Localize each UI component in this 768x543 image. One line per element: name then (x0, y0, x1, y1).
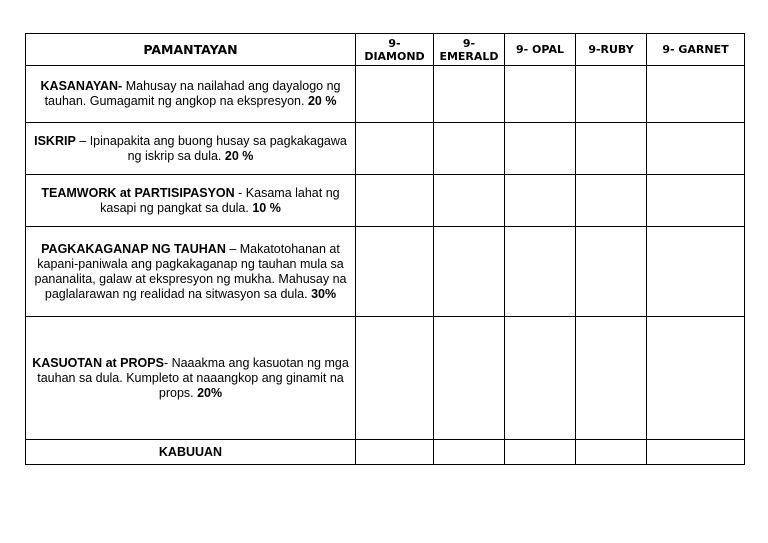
total-row (26, 440, 745, 465)
score-cell (576, 175, 647, 227)
criterion-description: – Ipinapakita ang buong husay sa pagkakagawa ng iskrip sa dula. (75, 133, 347, 163)
score-cell (647, 123, 745, 175)
score-cell (647, 440, 745, 465)
section-header-diamond: 9- DIAMOND (356, 34, 434, 66)
score-cell (576, 123, 647, 175)
criterion-cell (26, 227, 356, 317)
criterion-weight: 10 % (252, 200, 281, 215)
section-header-ruby: 9-RUBY (576, 34, 647, 66)
table-row (26, 227, 745, 317)
score-cell (505, 123, 576, 175)
rubric-table (25, 33, 745, 465)
score-cell (434, 317, 505, 440)
table-row (26, 317, 745, 440)
score-cell (647, 227, 745, 317)
score-cell (647, 175, 745, 227)
score-cell (505, 440, 576, 465)
score-cell (576, 440, 647, 465)
table-row (26, 66, 745, 123)
table-row (26, 123, 745, 175)
score-cell (505, 317, 576, 440)
criterion-cell (26, 66, 356, 123)
score-cell (434, 66, 505, 123)
score-cell (505, 66, 576, 123)
score-cell (647, 66, 745, 123)
score-cell (505, 227, 576, 317)
criterion-weight: 20% (197, 385, 223, 400)
criterion-description: – Makatotohanan at kapani-paniwala ang pagkakaganap ng tauhan mula sa pananalita, galaw at ekspresyon ng mukha. Mahusay na paglalarawan ng realidad na sitwasyon sa dula. (34, 241, 347, 301)
score-cell (434, 175, 505, 227)
score-cell (434, 227, 505, 317)
criterion-weight: 20 % (307, 94, 337, 108)
criterion-cell (26, 123, 356, 175)
criterion-title: TEAMWORK at PARTISIPASYON (41, 185, 235, 200)
score-cell (647, 317, 745, 440)
section-header-emerald: 9- EMERALD (434, 34, 505, 66)
criterion-cell (26, 175, 356, 227)
score-cell (576, 227, 647, 317)
score-cell (576, 317, 647, 440)
section-header-opal: 9- OPAL (505, 34, 576, 66)
score-cell (356, 440, 434, 465)
criterion-description: - Naaakma ang kasuotan ng mga tauhan sa dula. Kumpleto at naaangkop ang ginamit na props. (37, 355, 349, 400)
score-cell (356, 317, 434, 440)
score-cell (576, 66, 647, 123)
criterion-weight: 20 % (224, 148, 254, 163)
score-cell (505, 175, 576, 227)
criterion-description: Mahusay na nailahad ang dayalogo ng tauhan. Gumagamit ng angkop na ekspresyon. (44, 79, 341, 108)
total-label: KABUUAN (26, 440, 356, 465)
criterion-cell (26, 317, 356, 440)
criteria-header: PAMANTAYAN (26, 34, 356, 66)
section-header-garnet: 9- GARNET (647, 34, 745, 66)
criterion-title: KASUOTAN at PROPS (32, 355, 164, 370)
table-row (26, 175, 745, 227)
criterion-weight: 30% (311, 286, 337, 301)
score-cell (356, 123, 434, 175)
criterion-title: PAGKAKAGANAP NG TAUHAN (41, 241, 226, 256)
score-cell (356, 175, 434, 227)
score-cell (356, 66, 434, 123)
score-cell (434, 123, 505, 175)
criterion-description: - Kasama lahat ng kasapi ng pangkat sa dula. (100, 185, 340, 215)
criterion-title: ISKRIP (34, 133, 76, 148)
score-cell (434, 440, 505, 465)
header-row (26, 34, 745, 66)
score-cell (356, 227, 434, 317)
criterion-title: KASANAYAN- (40, 79, 123, 93)
